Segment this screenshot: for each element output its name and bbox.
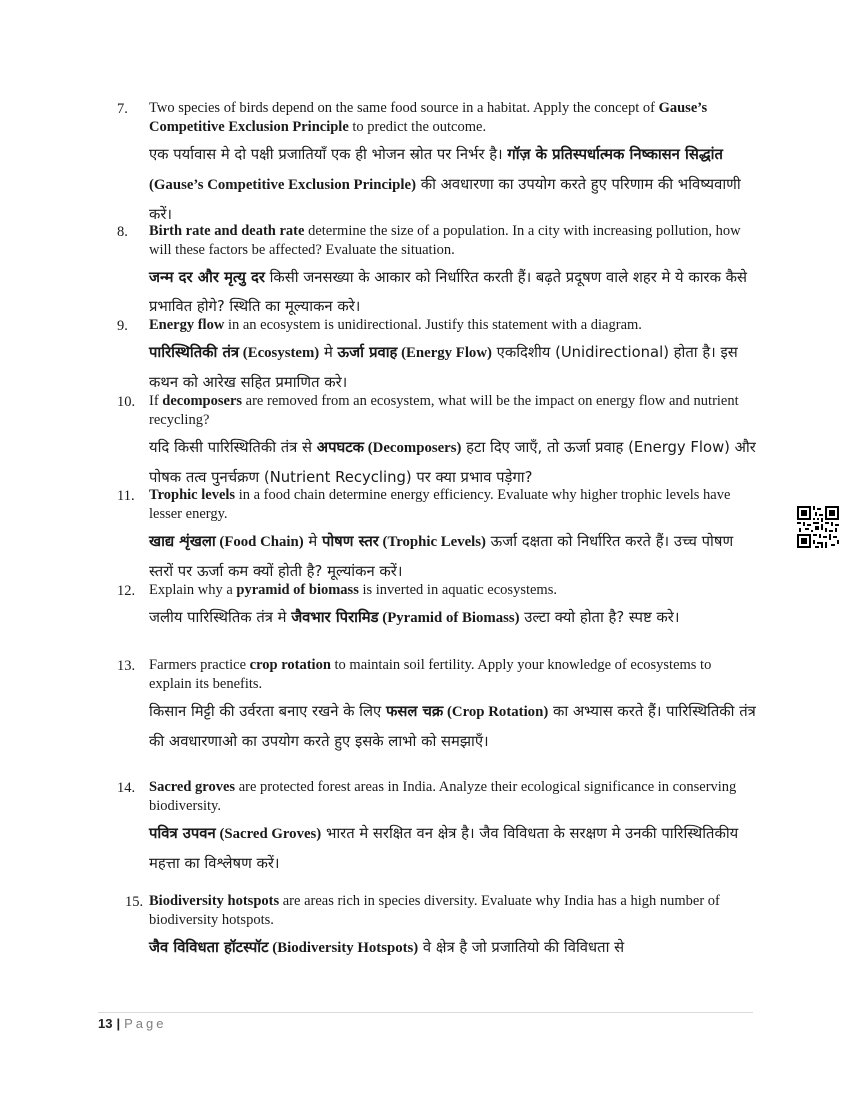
question-text-hindi: जलीय पारिस्थितिक तंत्र मे जैवभार पिरामिड (Pyramid of Biomass) उल्टा क्यो होता है? स्पष्ट करे। xyxy=(149,609,680,626)
question-text-english: Two species of birds depend on the same food source in a habitat. Apply the concept of Gause’s Competitive Exclusion Principle to predict the outcome. xyxy=(149,100,708,135)
qr-code-icon xyxy=(797,506,839,548)
page-label: Page xyxy=(124,1016,167,1031)
question-14 xyxy=(117,778,757,878)
question-10 xyxy=(117,392,757,492)
question-number: 9. xyxy=(117,318,128,334)
question-text-english: Farmers practice crop rotation to maintain soil fertility. Apply your knowledge of ecosystems to explain its benefits. xyxy=(149,657,712,692)
page-footer xyxy=(98,1016,166,1031)
question-15 xyxy=(117,892,757,963)
question-text-hindi: पारिस्थितिकी तंत्र (Ecosystem) मे ऊर्जा प्रवाह (Energy Flow) एकदिशीय (Unidirectional) होता है। इस कथन को आरेख सहित प्रमाणित करे। xyxy=(149,344,738,391)
question-text-english: Sacred groves are protected forest areas in India. Analyze their ecological significance in conserving biodiversity. xyxy=(149,779,737,814)
question-text-hindi: यदि किसी पारिस्थितिकी तंत्र से अपघटक (Decomposers) हटा दिए जाएँ, तो ऊर्जा प्रवाह (Energy Flow) और पोषक तत्व पुनर्चक्रण (Nutrient Recycling) पर क्या प्रभाव पड़ेगा? xyxy=(149,439,756,486)
question-text-hindi: जैव विविधता हॉटस्पॉट (Biodiversity Hotspots) वे क्षेत्र है जो प्रजातियो की विविधता से xyxy=(149,939,625,956)
footer-divider xyxy=(98,1012,753,1013)
question-text-hindi: जन्म दर और मृत्यु दर किसी जनसख्या के आकार को निर्धारित करती हैं। बढ़ते प्रदूषण वाले शहर मे ये कारक कैसे प्रभावित होगे? स्थिति का मूल्याकन करे। xyxy=(149,269,748,315)
question-13 xyxy=(117,656,757,756)
question-text-hindi: एक पर्यावास मे दो पक्षी प्रजातियाँ एक ही भोजन स्रोत पर निर्भर है। गॉज़ के प्रतिस्पर्धात्मक निष्कासन सिद्धांत (Gause’s Competitive Exclusion Principle) की अवधारणा का उपयोग करते हुए परिणाम की भविष्यवाणी करें। xyxy=(149,146,741,223)
question-text-hindi: पवित्र उपवन (Sacred Groves) भारत मे सरक्षित वन क्षेत्र है। जैव विविधता के सरक्षण मे उनकी पारिस्थितिकीय महत्ता का विश्लेषण करें। xyxy=(149,825,739,872)
question-text-hindi: किसान मिट्टी की उर्वरता बनाए रखने के लिए फसल चक्र (Crop Rotation) का अभ्यास करते हैं। पारिस्थितिकी तंत्र की अवधारणाओ का उपयोग करते हुए इसके लाभो को समझाएँ। xyxy=(149,703,756,750)
page-number: 13 xyxy=(98,1016,113,1031)
question-number: 14. xyxy=(117,780,136,796)
question-number: 11. xyxy=(117,488,135,504)
question-number: 15. xyxy=(125,894,144,910)
question-text-english: Trophic levels in a food chain determine energy efficiency. Evaluate why higher trophic levels have lesser energy. xyxy=(149,487,731,522)
footer-separator: | xyxy=(116,1016,121,1031)
question-9 xyxy=(117,316,757,397)
question-text-english: Biodiversity hotspots are areas rich in species diversity. Evaluate why India has a high number of biodiversity hotspots. xyxy=(149,893,720,928)
question-12 xyxy=(117,581,757,633)
question-text-english: Birth rate and death rate determine the size of a population. In a city with increasing pollution, how will these factors be affected? Evaluate the situation. xyxy=(149,223,741,258)
question-7 xyxy=(117,99,757,229)
question-number: 13. xyxy=(117,658,136,674)
question-number: 7. xyxy=(117,101,128,117)
question-number: 8. xyxy=(117,224,128,240)
question-text-english: Energy flow in an ecosystem is unidirectional. Justify this statement with a diagram. xyxy=(149,317,642,333)
question-8 xyxy=(117,222,757,321)
question-number: 10. xyxy=(117,394,136,410)
question-text-english: Explain why a pyramid of biomass is inverted in aquatic ecosystems. xyxy=(149,582,557,598)
question-text-hindi: खाद्य शृंखला (Food Chain) मे पोषण स्तर (Trophic Levels) ऊर्जा दक्षता को निर्धारित करते हैं। उच्च पोषण स्तरों पर ऊर्जा कम क्यों होती है? मूल्यांकन करें। xyxy=(149,533,734,580)
question-text-english: If decomposers are removed from an ecosystem, what will be the impact on energy flow and nutrient recycling? xyxy=(149,393,739,428)
question-11 xyxy=(117,486,757,586)
question-number: 12. xyxy=(117,583,136,599)
